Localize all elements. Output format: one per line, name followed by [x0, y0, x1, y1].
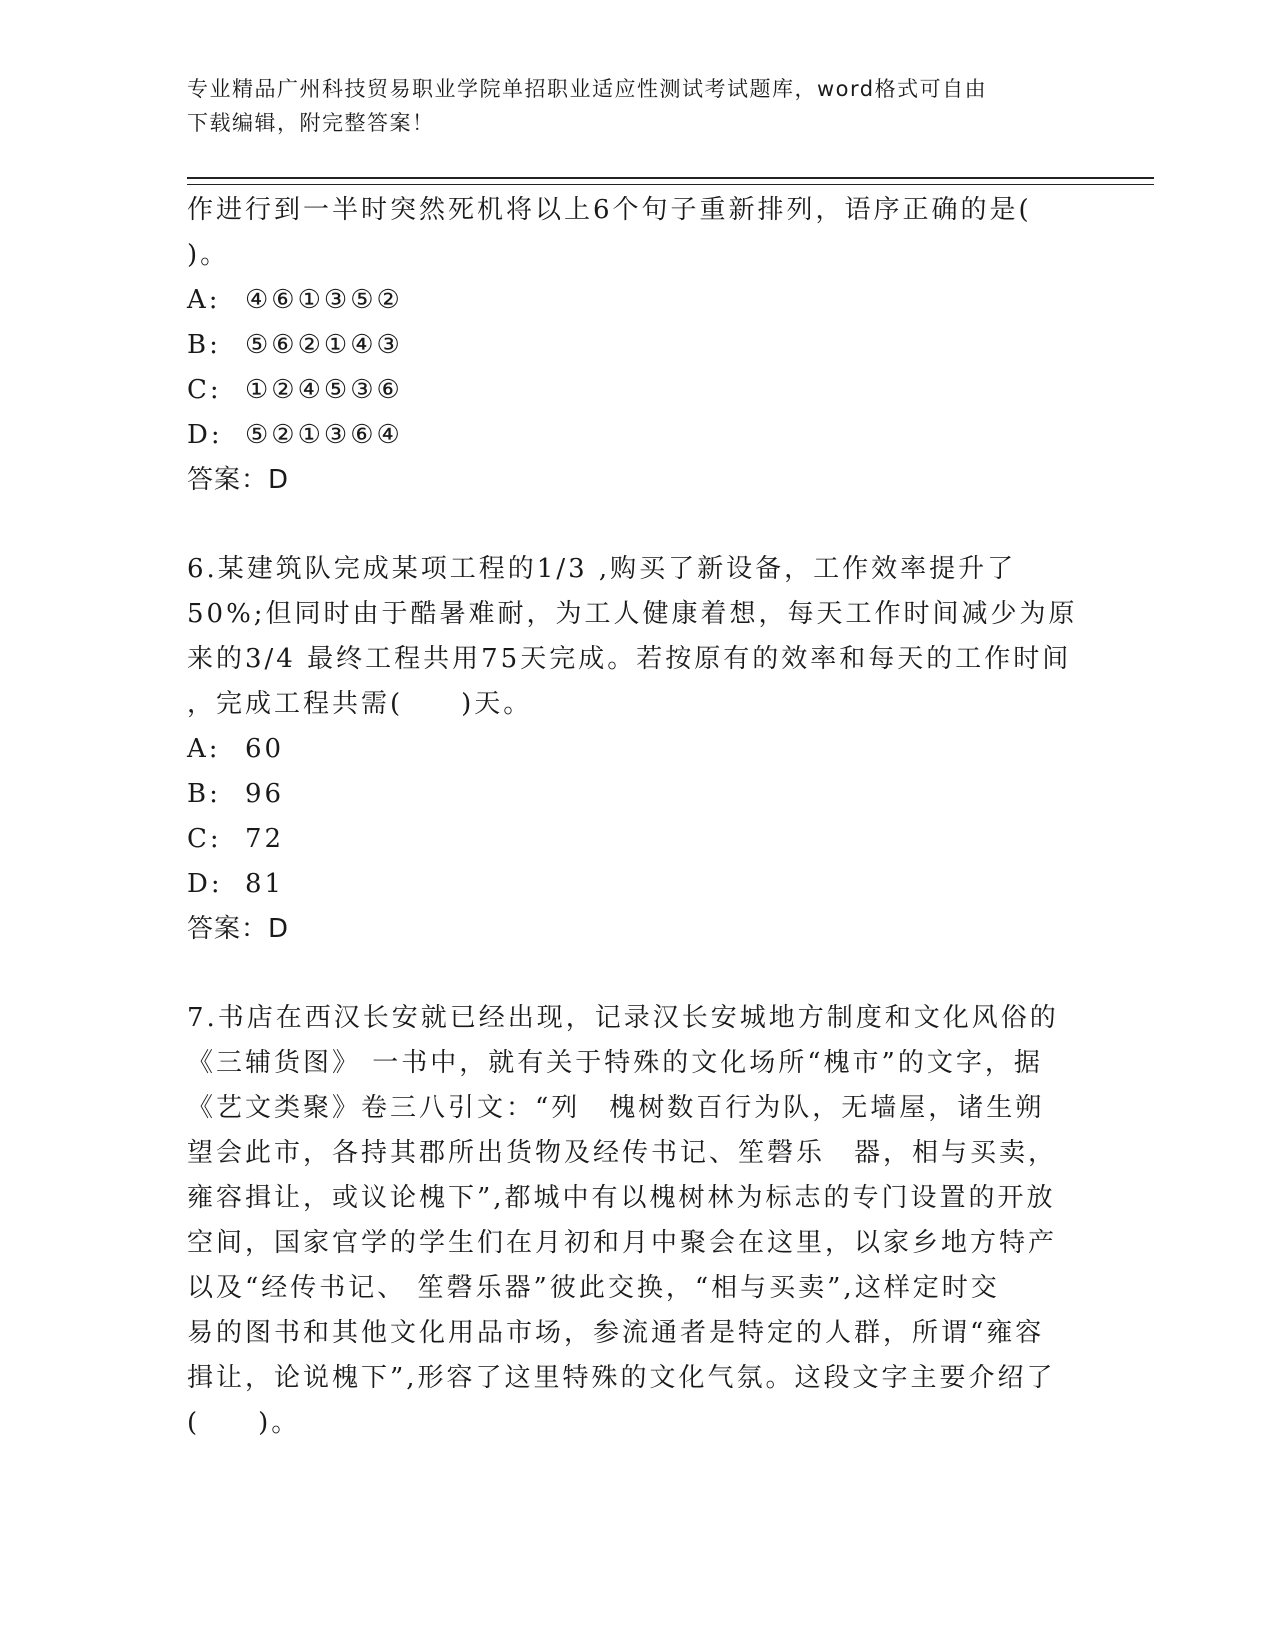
question-stem-line: 《艺文类聚》卷三八引文：“列 槐树数百行为队，无墙屋，诸生朔: [187, 1093, 1045, 1123]
option-text: ⑤⑥②①④③: [245, 330, 403, 360]
question-7: [187, 996, 1087, 1446]
answer-line: 答案：D: [187, 914, 290, 944]
option-a: [187, 727, 1087, 772]
option-text: ⑤②①③⑥④: [245, 420, 403, 450]
option-label: B:: [187, 779, 221, 809]
document-body: [187, 188, 1087, 1446]
option-c: [187, 817, 1087, 862]
option-text: ①②④⑤③⑥: [245, 375, 403, 405]
question-stem-line: 来的3/4 最终工程共用75天完成。若按原有的效率和每天的工作时间: [187, 644, 1072, 674]
header-rule-thick: [187, 177, 1154, 179]
question-stem-line: 作进行到一半时突然死机将以上6个句子重新排列，语序正确的是(: [187, 195, 1032, 225]
header-line-1: 专业精品广州科技贸易职业学院单招职业适应性测试考试题库，word格式可自由: [187, 77, 988, 101]
option-label: C:: [187, 824, 222, 854]
question-stem-line: 易的图书和其他文化用品市场，参流通者是特定的人群，所谓“雍容: [187, 1318, 1045, 1348]
option-label: C:: [187, 375, 222, 405]
option-text: 72: [245, 824, 285, 854]
option-label: B:: [187, 330, 221, 360]
header-line-2: 下载编辑，附完整答案！: [187, 111, 435, 135]
question-stem-line: 望会此市，各持其郡所出货物及经传书记、笙磬乐 器，相与买卖，: [187, 1138, 1058, 1168]
option-text: 60: [245, 734, 285, 764]
option-b: [187, 323, 1087, 368]
answer-line: 答案：D: [187, 465, 290, 495]
option-text: ④⑥①③⑤②: [245, 285, 403, 315]
question-stem-line: 以及“经传书记、 笙磬乐器”彼此交换，“相与买卖”,这样定时交: [187, 1273, 1000, 1303]
page-header: [187, 72, 1087, 140]
question-5: [187, 188, 1087, 503]
question-stem-line: 雍容揖让，或议论槐下”,都城中有以槐树林为标志的专门设置的开放: [187, 1183, 1056, 1213]
option-b: [187, 772, 1087, 817]
question-stem-line: 揖让，论说槐下”,形容了这里特殊的文化气氛。这段文字主要介绍了: [187, 1363, 1056, 1393]
question-6: [187, 547, 1087, 952]
question-stem-line: )。: [187, 240, 230, 270]
option-label: A:: [187, 734, 221, 764]
option-text: 81: [245, 869, 285, 899]
option-a: [187, 278, 1087, 323]
question-stem-line: ( )。: [187, 1408, 301, 1438]
question-stem-line: 《三辅货图》 一书中，就有关于特殊的文化场所“槐市”的文字，据: [187, 1048, 1043, 1078]
question-stem-line: 空间，国家官学的学生们在月初和月中聚会在这里，以家乡地方特产: [187, 1228, 1058, 1258]
question-stem-line: 50%;但同时由于酷暑难耐，为工人健康着想，每天工作时间减少为原: [187, 599, 1078, 629]
option-d: [187, 413, 1087, 458]
option-text: 96: [245, 779, 285, 809]
header-rule-thin: [187, 184, 1154, 185]
question-stem-line: ，完成工程共需( )天。: [187, 689, 533, 719]
question-stem-line: 7.书店在西汉长安就已经出现，记录汉长安城地方制度和文化风俗的: [187, 1003, 1059, 1033]
question-stem-line: 6.某建筑队完成某项工程的1/3 ,购买了新设备，工作效率提升了: [187, 554, 1017, 584]
option-label: D:: [187, 420, 223, 450]
option-d: [187, 862, 1087, 907]
option-label: A:: [187, 285, 221, 315]
option-label: D:: [187, 869, 223, 899]
option-c: [187, 368, 1087, 413]
